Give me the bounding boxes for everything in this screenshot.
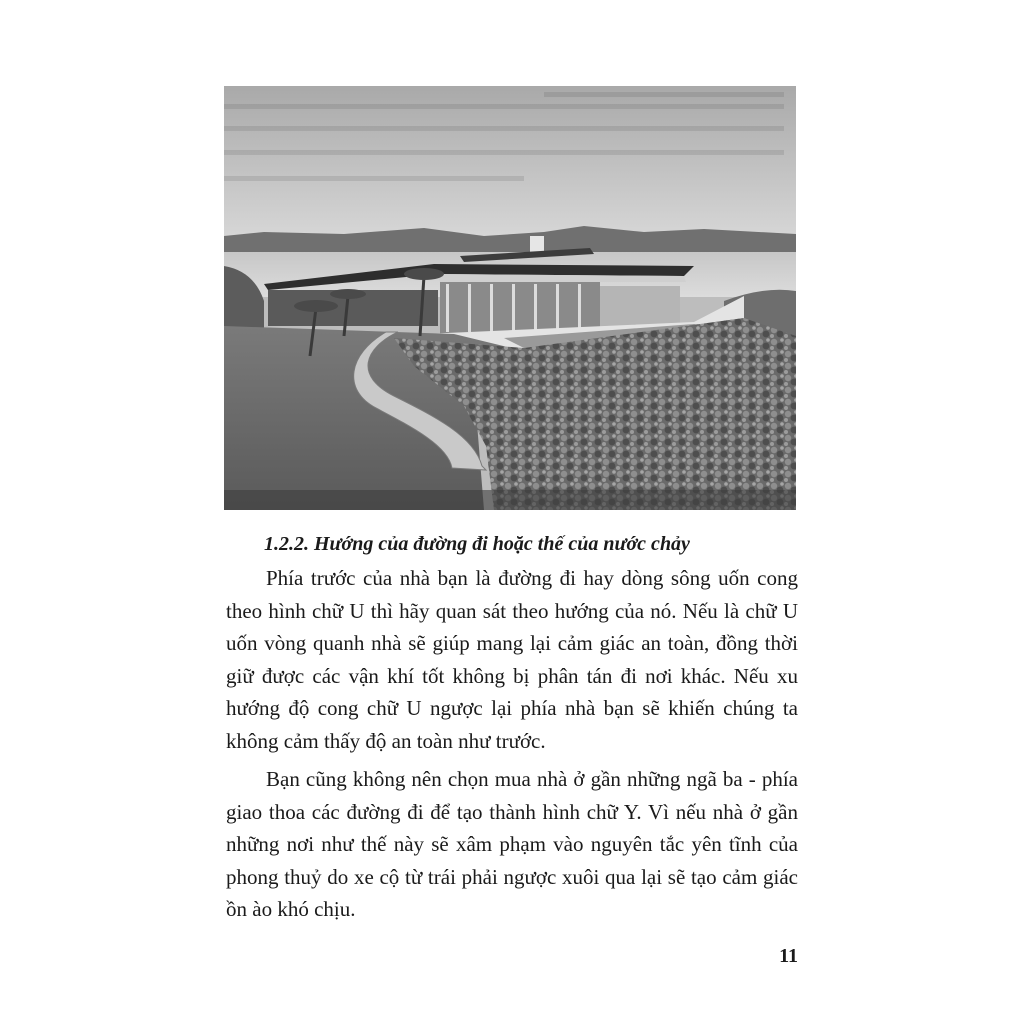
photo-illustration (224, 86, 796, 510)
foreground-shadow (224, 490, 796, 510)
house-landscape-photo (224, 86, 796, 510)
house-glass-facade (440, 282, 600, 334)
body-text (226, 562, 798, 932)
page-number: 11 (779, 945, 798, 967)
house-wing-right (600, 286, 680, 326)
roof-tower (530, 236, 544, 252)
paragraph-1: Phía trước của nhà bạn là đường đi hay dòng sông uốn cong theo hình chữ U thì hãy quan sát theo hướng của nó. Nếu là chữ U uốn vòng quanh nhà sẽ giúp mang lại cảm giác an toàn, đồng thời giữ được các vận khí tốt không bị phân tán đi nơi khác. Nếu xu hướng độ cong chữ U ngược lại phía nhà bạn sẽ khiến chúng ta không cảm thấy độ an toàn như trước. (226, 566, 798, 753)
section-heading: 1.2.2. Hướng của đường đi hoặc thế của nước chảy (264, 533, 690, 555)
paragraph-2: Bạn cũng không nên chọn mua nhà ở gần những ngã ba - phía giao thoa các đường đi để tạo thành hình chữ Y. Vì nếu nhà ở gần những nơi như thế này sẽ xâm phạm vào nguyên tắc yên tĩnh của phong thuỷ do xe cộ từ trái phải ngược xuôi qua lại sẽ tạo cảm giác ồn ào khó chịu. (226, 767, 798, 921)
